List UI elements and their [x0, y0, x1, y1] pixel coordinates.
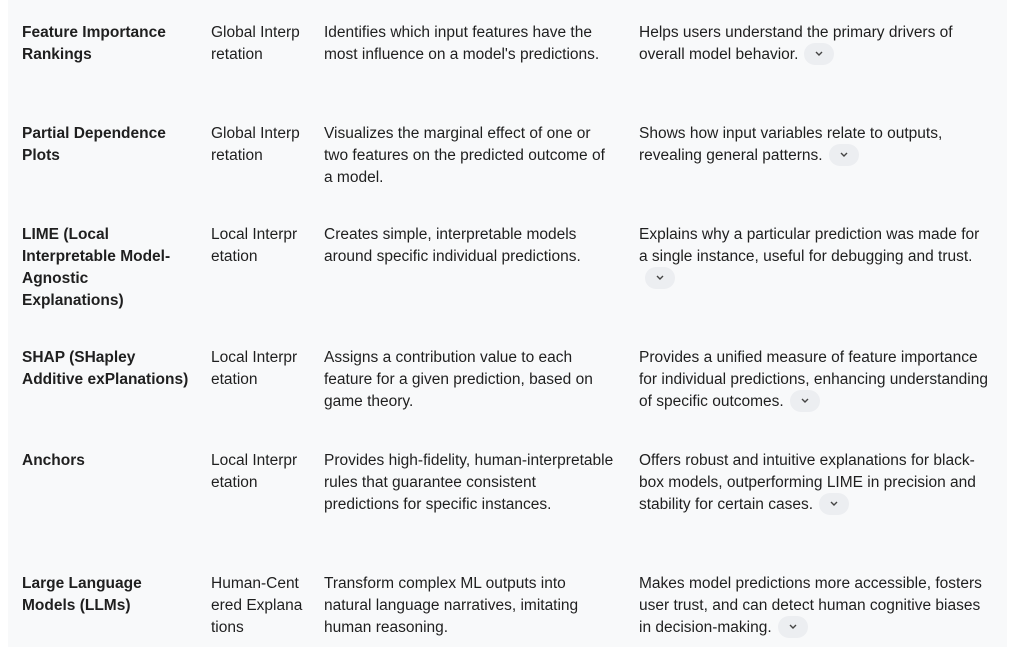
technique-cell: Anchors	[22, 452, 85, 469]
scope-cell: Global Interpretation	[211, 125, 300, 164]
benefit-text: Makes model predictions more accessible, fosters user trust, and can detect human cognitive biases in decision-making.	[639, 575, 982, 637]
expand-source-button[interactable]	[819, 493, 849, 515]
description-cell: Provides high-fidelity, human-interpretable rules that guarantee consistent predictions for specific instances.	[324, 452, 614, 513]
chevron-down-icon	[829, 500, 839, 508]
expand-source-button[interactable]	[829, 144, 859, 166]
benefit-cell	[639, 573, 991, 639]
benefit-text: Shows how input variables relate to outputs, revealing general patterns.	[639, 125, 943, 165]
benefit-cell	[639, 224, 991, 290]
benefit-cell	[639, 123, 991, 167]
description-cell: Visualizes the marginal effect of one or two features on the predicted outcome of a model.	[324, 125, 605, 186]
description-cell: Identifies which input features have the most influence on a model's predictions.	[324, 24, 600, 63]
chevron-down-icon	[788, 623, 798, 631]
scope-cell: Local Interpretation	[211, 226, 298, 265]
description-cell: Transform complex ML outputs into natural language narratives, imitating human reasoning.	[324, 575, 579, 636]
chevron-down-icon	[800, 397, 810, 405]
expand-source-button[interactable]	[645, 267, 675, 289]
technique-cell: SHAP (SHapley Additive exPlanations)	[22, 349, 189, 388]
scope-cell: Global Interpretation	[211, 24, 300, 63]
scope-cell: Local Interpretation	[211, 349, 298, 388]
expand-source-button[interactable]	[804, 43, 834, 65]
description-cell: Assigns a contribution value to each feature for a given prediction, based on game theory.	[324, 349, 593, 410]
benefit-text: Helps users understand the primary drivers of overall model behavior.	[639, 24, 953, 64]
benefit-cell	[639, 347, 991, 413]
benefit-text: Offers robust and intuitive explanations for black-box models, outperforming LIME in precision and stability for certain cases.	[639, 452, 976, 514]
technique-cell: Feature Importance Rankings	[22, 24, 166, 63]
expand-source-button[interactable]	[778, 616, 808, 638]
benefit-text: Explains why a particular prediction was made for a single instance, useful for debugging and trust.	[639, 226, 980, 265]
chevron-down-icon	[839, 151, 849, 159]
benefit-cell	[639, 22, 991, 66]
comparison-table	[8, 0, 1007, 647]
description-cell: Creates simple, interpretable models around specific individual predictions.	[324, 226, 581, 265]
benefit-text: Provides a unified measure of feature importance for individual predictions, enhancing understanding of specific outcomes.	[639, 349, 988, 411]
technique-cell: Partial Dependence Plots	[22, 125, 166, 164]
technique-cell: Large Language Models (LLMs)	[22, 575, 142, 614]
scope-cell: Human-Centered Explanations	[211, 575, 303, 636]
chevron-down-icon	[655, 274, 665, 282]
expand-source-button[interactable]	[790, 390, 820, 412]
technique-cell: LIME (Local Interpretable Model-Agnostic Explanations)	[22, 226, 171, 309]
scope-cell: Local Interpretation	[211, 452, 298, 491]
benefit-cell	[639, 450, 991, 516]
chevron-down-icon	[814, 50, 824, 58]
